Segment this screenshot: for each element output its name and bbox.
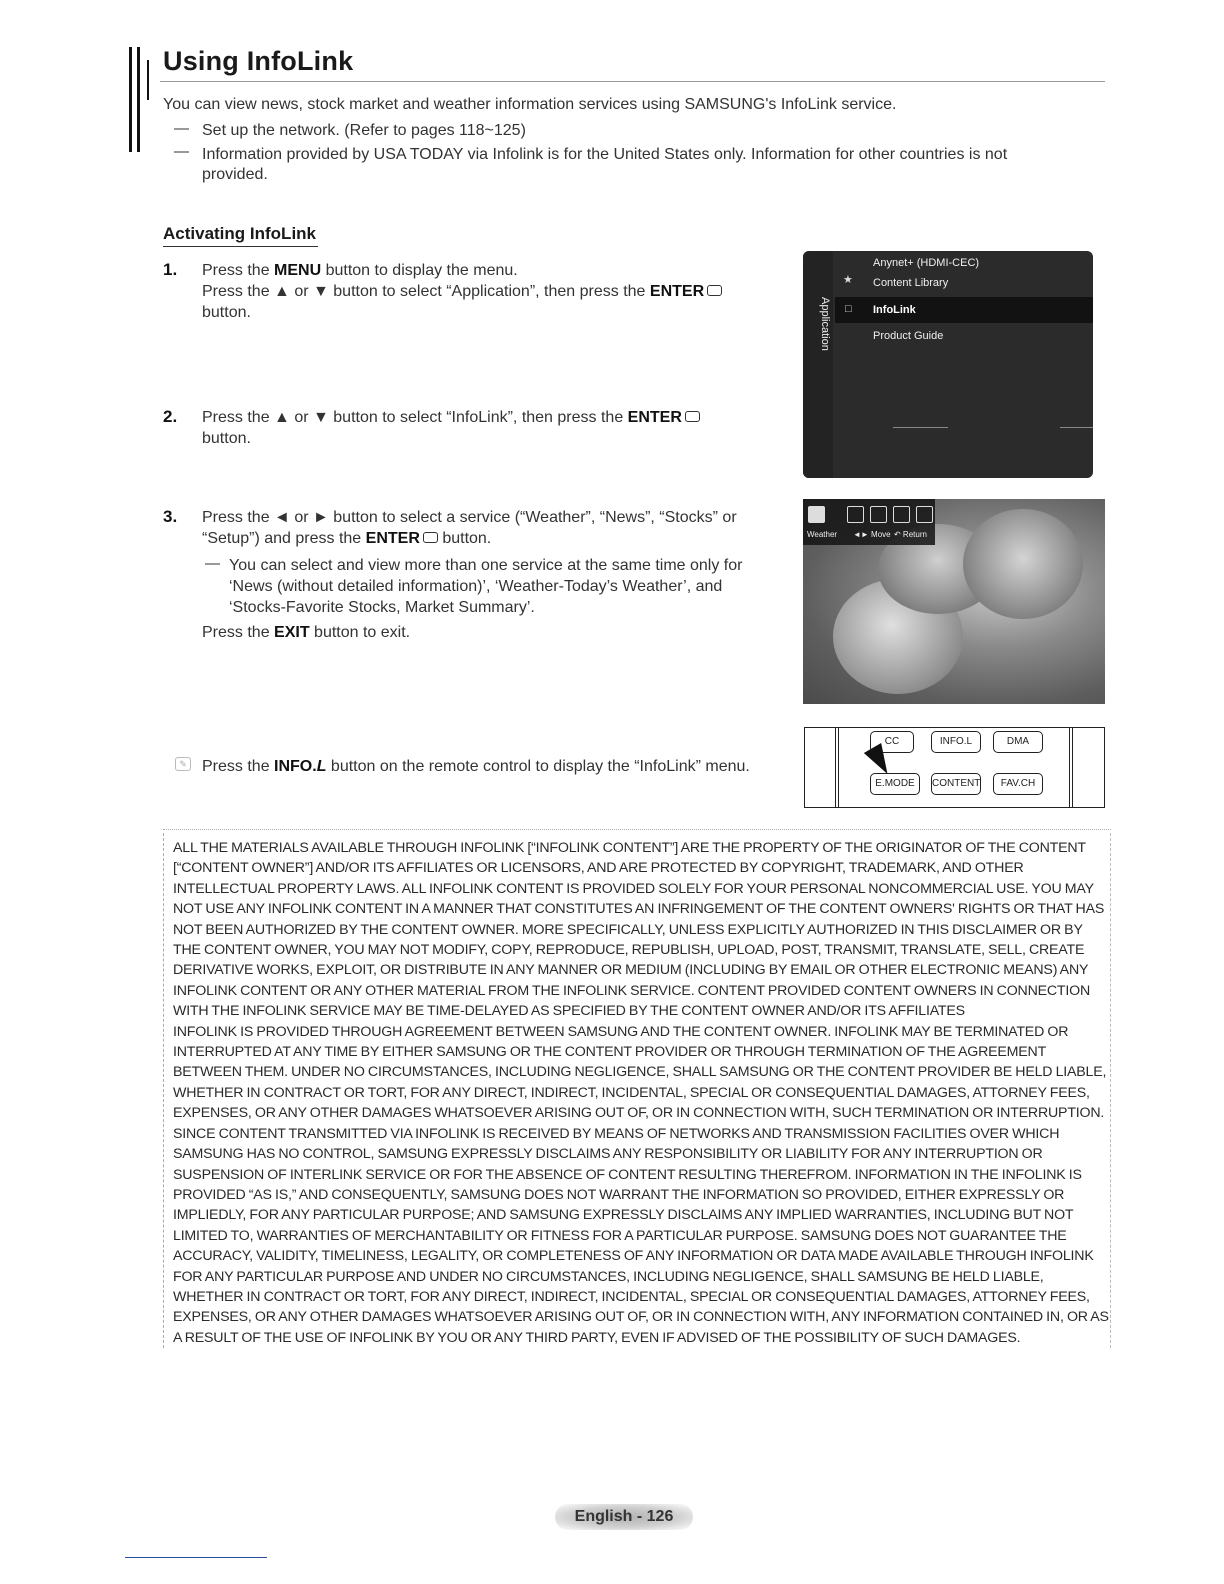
menu-category-label: Application (819, 297, 831, 351)
fav-ch-button[interactable]: FAV.CH (993, 773, 1043, 795)
section-heading: Activating InfoLink (163, 224, 316, 243)
page-number: English - 126 (555, 1504, 693, 1530)
remote-edge (1069, 728, 1073, 807)
note-dash: — (205, 555, 220, 572)
legal-paragraph-1: ALL THE MATERIALS AVAILABLE THROUGH INFOLINK [“INFOLINK CONTENT”] ARE THE PROPERTY OF THE ORIGINATOR OF THE CONTENT [“CONTENT OWNER”] AND/OR ITS AFFILIATES OR LICENSORS, AND ARE PROTECTED BY COPYRIGHT, TRADEMARK, AND OTHER INTELLECTUAL PROPERTY LAWS. ALL INFOLINK CONTENT IS PROVIDED SOLELY FOR YOUR PERSONAL NONCOMMERCIAL USE. YOU MAY NOT USE ANY INFOLINK CONTENT IN A MANNER THAT CONSTITUTES AN INFRINGEMENT OF THE CONTENT OWNERS' RIGHTS OR THAT HAS NOT BEEN AUTHORIZED BY THE CONTENT OWNER. MORE SPECIFICALLY, UNLESS EXPLICITLY AUTHORIZED IN THIS DISCLAIMER OR BY THE CONTENT OWNER, YOU MAY NOT MODIFY, COPY, REPRODUCE, REPUBLISH, UPLOAD, POST, TRANSMIT, TRANSLATE, SELL, CREATE DERIVATIVE WORKS, EXPLOIT, OR DISTRIBUTE IN ANY MANNER OR MEDIUM (INCLUDING BY EMAIL OR OTHER ELECTRONIC MEANS) ANY INFOLINK CONTENT OR ANY OTHER MATERIAL FROM THE INFOLINK SERVICE. CONTENT PROVIDED CONTENT OWNERS IN CONNECTION WITH THE INFOLINK SERVICE MAY BE TIME-DELAYED AS SPECIFIED BY THE CONTENT OWNER AND/OR ITS AFFILIATES (173, 840, 1105, 1020)
weather-icon[interactable] (847, 506, 864, 523)
enter-icon (685, 411, 700, 422)
dma-button[interactable]: DMA (993, 731, 1043, 753)
content-library-icon: ★ (843, 274, 853, 286)
legal-paragraph-2: INFOLINK IS PROVIDED THROUGH AGREEMENT BETWEEN SAMSUNG AND THE CONTENT OWNER. INFOLINK MAY BE TERMINATED OR INTERRUPTED AT ANY TIME BY EITHER SAMSUNG OR THE CONTENT PROVIDER OR THROUGH TERMINATION OF THE AGREEMENT BETWEEN THEM. UNDER NO CIRCUMSTANCES, INCLUDING NEGLIGENCE, SHALL SAMSUNG OR THE CONTENT PROVIDER BE HELD LIABLE, WHETHER IN CONTRACT OR TORT, FOR ANY DIRECT, INDIRECT, INCIDENTAL, SPECIAL OR CONSEQUENTIAL DAMAGES, ATTORNEY FEES, EXPENSES, OR ANY OTHER DAMAGES WHATSOEVER ARISING OUT OF, OR IN CONNECTION WITH, SUCH TERMINATION OR INTERRUPTION. SINCE CONTENT TRANSMITTED VIA INFOLINK IS RECEIVED BY MEANS OF NETWORKS AND TRANSMISSION FACILITIES OVER WHICH SAMSUNG HAS NO CONTROL, SAMSUNG EXPRESSLY DISCLAIMS ANY RESPONSIBILITY OR LIABILITY FOR ANY INTERRUPTION OR SUSPENSION OF INTERLINK SERVICE OR FOR THE ABSENCE OF CONTENT RESULTING THEREFROM. INFORMATION IN THE INFOLINK IS PROVIDED “AS IS,” AND CONSEQUENTLY, SAMSUNG DOES NOT WARRANT THE INFORMATION SO PROVIDED, EITHER EXPRESSLY OR IMPLIEDLY, FOR ANY PARTICULAR PURPOSE; AND SAMSUNG EXPRESSLY DISCLAIMS ANY IMPLIED WARRANTIES, INCLUDING BUT NOT LIMITED TO, WARRANTIES OF MERCHANTABILITY OR FITNESS FOR A PARTICULAR PURPOSE. SAMSUNG DOES NOT GUARANTEE THE ACCURACY, VALIDITY, TIMELINESS, LEGALITY, OR COMPLETENESS OF ANY INFORMATION OR DATA MADE AVAILABLE THROUGH INFOLINK FOR ANY PARTICULAR PURPOSE AND UNDER NO CIRCUMSTANCES, INCLUDING NEGLIGENCE, SHALL SAMSUNG BE HELD LIABLE, WHETHER IN CONTRACT OR TORT, FOR ANY DIRECT, INDIRECT, INCIDENTAL, SPECIAL OR CONSEQUENTIAL DAMAGES, ATTORNEY FEES, EXPENSES, OR ANY OTHER DAMAGES WHATSOEVER ARISING OUT OF, OR IN CONNECTION WITH, ANY INFORMATION CONTAINED IN, OR AS A RESULT OF THE USE OF INFOLINK BY YOU OR ANY THIRD PARTY, EVEN IF ADVISED OF THE POSSIBILITY OF SUCH DAMAGES. (173, 1023, 1109, 1346)
menu-item-content-library[interactable]: Content Library (873, 277, 949, 289)
legal-box-top (163, 829, 1111, 830)
note-dash: — (174, 120, 189, 137)
move-hint: ◄► Move (853, 530, 891, 539)
content-button[interactable]: CONTENT (931, 773, 981, 795)
footer-link-rule (125, 1557, 267, 1558)
infolink-label: InfoLink (873, 304, 916, 316)
menu-item-product-guide[interactable]: Product Guide (873, 330, 944, 342)
e-mode-button[interactable]: E.MODE (870, 773, 920, 795)
legal-disclaimer (163, 833, 1111, 1348)
info-l-button[interactable]: INFO.L (931, 731, 981, 753)
step-1-text: Press the MENU button to display the menu. Press the ▲ or ▼ button to select “Application”, then press the ENTER button. (202, 260, 792, 323)
menu-divider (1060, 427, 1093, 428)
enter-icon (423, 532, 438, 543)
note-usa-today: Information provided by USA TODAY via Infolink is for the United States only. Information for other countries is not (202, 146, 1008, 163)
note-usa-today-cont: provided. (202, 166, 268, 183)
section-underline (163, 246, 318, 247)
margin-bar (147, 60, 149, 100)
step-2-text: Press the ▲ or ▼ button to select “InfoLink”, then press the ENTER button. (202, 407, 792, 449)
stocks-icon[interactable] (893, 506, 910, 523)
margin-bar (129, 47, 132, 152)
exit-instruction: Press the EXIT button to exit. (202, 624, 411, 641)
cc-button[interactable]: CC (870, 731, 914, 753)
margin-bar (137, 47, 140, 152)
intro-text: You can view news, stock market and weather information services using SAMSUNG's InfoLink service. (163, 96, 897, 113)
menu-item-infolink[interactable] (835, 297, 1093, 323)
menu-item-anynet[interactable]: Anynet+ (HDMI-CEC) (873, 257, 980, 269)
remote-edge (835, 728, 839, 807)
step-3-note: You can select and view more than one service at the same time only for ‘News (without detailed information)’, ‘Weather-Today’s Weather’, and ‘Stocks-Favorite Stocks, Market Summary’. (229, 557, 743, 616)
page-title: Using InfoLink (163, 46, 354, 76)
news-icon[interactable] (870, 506, 887, 523)
tv-menu-screenshot (803, 251, 1093, 478)
infolink-icon: □ (845, 303, 852, 315)
infolink-widget-bar (803, 499, 935, 545)
note-dash: — (174, 143, 189, 160)
weather-label: Weather (807, 530, 838, 539)
infolink-screen-photo (803, 499, 1105, 704)
enter-icon (707, 285, 722, 296)
step-number: 3. (163, 507, 178, 526)
note-network: Set up the network. (Refer to pages 118~125) (202, 122, 526, 139)
title-divider (160, 81, 1105, 82)
setup-icon[interactable] (916, 506, 933, 523)
usa-today-icon[interactable] (808, 506, 825, 523)
remote-control-diagram (804, 727, 1105, 808)
menu-category-column (803, 251, 833, 478)
step-number: 2. (163, 407, 178, 426)
menu-divider (893, 427, 948, 428)
tip-icon: ✎ (175, 757, 191, 771)
step-3-text: Press the ◄ or ► button to select a service (“Weather”, “News”, “Stocks” or “Setup”) and press the ENTER button. (202, 509, 737, 547)
return-hint: ↶ Return (894, 530, 927, 539)
polar-bear (963, 509, 1083, 619)
step-number: 1. (163, 260, 178, 279)
tip-text: Press the INFO.L button on the remote control to display the “InfoLink” menu. (202, 758, 750, 775)
